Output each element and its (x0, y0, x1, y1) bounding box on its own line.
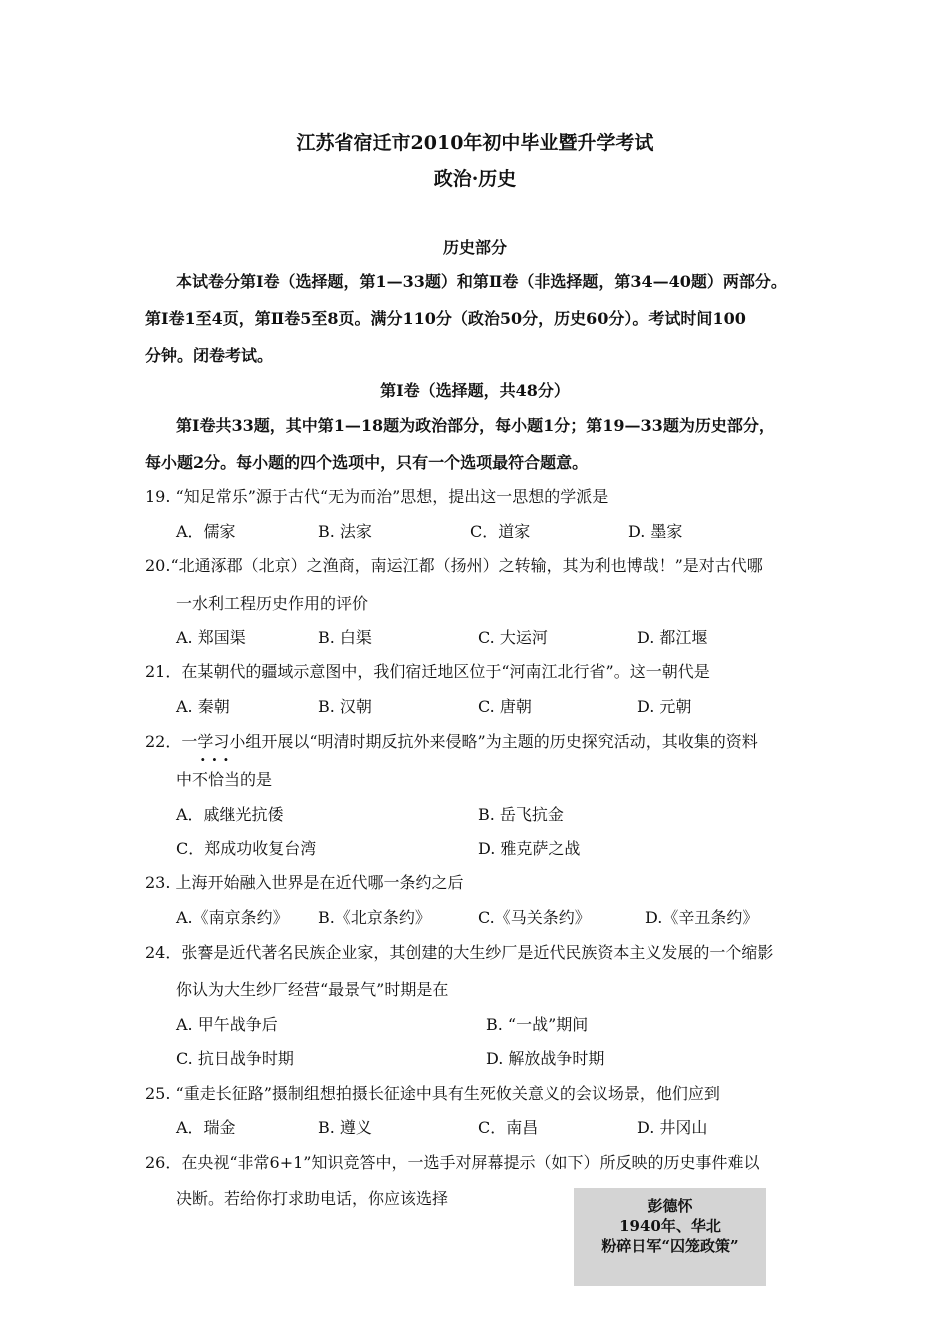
q21-option-c: C. 唐朝 (478, 697, 532, 716)
q21-option-d: D. 元朝 (637, 697, 692, 716)
q22-option-b: B. 岳飞抗金 (478, 805, 564, 824)
exam-subtitle: 政治·历史 (433, 168, 517, 190)
hint-line-3: 粉碎日军“囚笼政策” (601, 1237, 739, 1255)
exam-title: 江苏省宿迁市2010年初中毕业暨升学考试 (296, 132, 654, 154)
q19-option-b: B. 法家 (318, 522, 372, 541)
q21-option-a: A. 秦朝 (176, 697, 230, 716)
question-23: 23. 上海开始融入世界是在近代哪一条约之后 (145, 873, 464, 892)
question-24-line-2: 你认为大生纱厂经营“最景气”时期是在 (176, 980, 449, 999)
section-title: 历史部分 (442, 238, 507, 257)
question-22: 22．一学习小组开展以“明清时期反抗外来侵略”为主题的历史探究活动，其收集的资料 (145, 732, 758, 751)
q25-option-c: C．南昌 (478, 1118, 539, 1137)
q20-option-a: A. 郑国渠 (176, 628, 246, 647)
q19-option-a: A．儒家 (176, 522, 236, 541)
hint-line-1: 彭德怀 (647, 1197, 693, 1215)
q21-option-b: B. 汉朝 (318, 697, 372, 716)
q24-option-c: C. 抗日战争时期 (176, 1049, 294, 1068)
screen-hint-box (574, 1188, 766, 1286)
q24-option-a: A. 甲午战争后 (176, 1015, 278, 1034)
q22-option-c: C．郑成功收复台湾 (176, 839, 317, 858)
q23-option-d: D.《辛丑条约》 (645, 908, 759, 927)
q19-option-c: C．道家 (470, 522, 531, 541)
part1-desc-line-2: 每小题2分。每小题的四个选项中，只有一个选项最符合题意。 (145, 453, 589, 472)
question-26-line-2: 决断。若给你打求助电话，你应该选择 (176, 1189, 449, 1208)
question-24: 24．张謇是近代著名民族企业家，其创建的大生纱厂是近代民族资本主义发展的一个缩影 (145, 943, 774, 962)
q20-option-d: D. 都江堰 (637, 628, 708, 647)
part1-desc-line-1: 第Ⅰ卷共33题，其中第1—18题为政治部分，每小题1分；第19—33题为历史部分， (176, 416, 775, 435)
q22-option-d: D. 雅克萨之战 (478, 839, 581, 858)
question-20-line-2: 一水利工程历史作用的评价 (176, 594, 369, 613)
emphasis-dots: ... (200, 746, 235, 765)
question-26: 26．在央视“非常6+1”知识竞答中，一选手对屏幕提示（如下）所反映的历史事件难以 (145, 1153, 760, 1172)
q24-option-d: D. 解放战争时期 (486, 1049, 605, 1068)
q22-option-a: A．戚继光抗倭 (176, 805, 284, 824)
q25-option-a: A．瑞金 (176, 1118, 236, 1137)
q20-option-c: C. 大运河 (478, 628, 548, 647)
part1-title: 第Ⅰ卷（选择题，共48分） (380, 381, 570, 400)
question-25: 25. “重走长征路”摄制组想拍摄长征途中具有生死攸关意义的会议场景，他们应到 (145, 1084, 720, 1103)
question-19: 19. “知足常乐”源于古代“无为而治”思想，提出这一思想的学派是 (145, 487, 609, 506)
question-22-line-2: 中不恰当的是 (176, 770, 273, 789)
q20-option-b: B. 白渠 (318, 628, 372, 647)
q25-option-d: D. 井冈山 (637, 1118, 708, 1137)
hint-line-2: 1940年、华北 (619, 1217, 721, 1235)
question-21: 21．在某朝代的疆域示意图中，我们宿迁地区位于“河南江北行省”。这一朝代是 (145, 662, 710, 681)
q23-option-a: A.《南京条约》 (176, 908, 289, 927)
q23-option-b: B.《北京条约》 (318, 908, 431, 927)
q19-option-d: D. 墨家 (628, 522, 683, 541)
intro-line-3: 分钟。闭卷考试。 (145, 346, 274, 365)
q24-option-b: B. “一战”期间 (486, 1015, 589, 1034)
q25-option-b: B. 遵义 (318, 1118, 372, 1137)
q23-option-c: C.《马关条约》 (478, 908, 591, 927)
intro-line-2: 第Ⅰ卷1至4页，第Ⅱ卷5至8页。满分110分（政治50分，历史60分）。考试时间100 (145, 309, 746, 328)
question-20: 20.“北通涿郡（北京）之渔商，南运江都（扬州）之转输，其为利也博哉！”是对古代哪 (145, 556, 763, 575)
intro-line-1: 本试卷分第Ⅰ卷（选择题，第1—33题）和第Ⅱ卷（非选择题，第34—40题）两部分。 (176, 272, 787, 291)
